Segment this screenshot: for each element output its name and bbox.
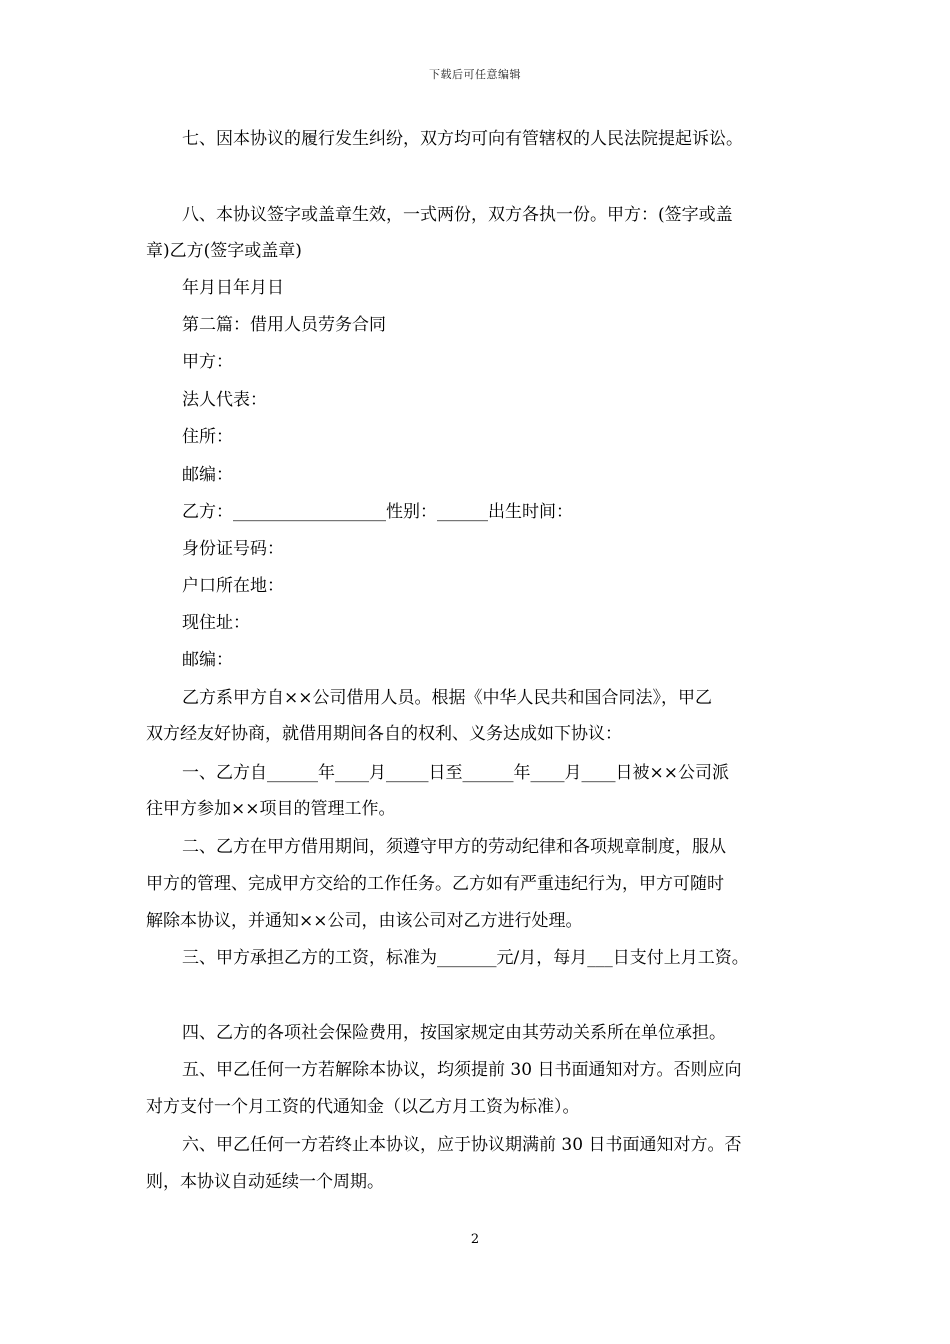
paragraph-line: 七、因本协议的履行发生纠纷，双方均可向有管辖权的人民法院提起诉讼。 — [182, 129, 743, 149]
paragraph-line: 八、本协议签字或盖章生效，一式两份，双方各执一份。甲方：(签字或盖 — [182, 205, 733, 225]
paragraph-line: 六、甲乙任何一方若终止本协议，应于协议期满前 30 日书面通知对方。否 — [182, 1135, 742, 1155]
paragraph-line: 三、甲方承担乙方的工资，标准为_______元/月，每月___日支付上月工资。 — [182, 948, 749, 968]
paragraph-line: 一、乙方自______年____月_____日至______年____月____日被××公司派 — [182, 763, 729, 783]
form-field-label: 法人代表： — [182, 390, 267, 410]
paragraph-line: 甲方的管理、完成甲方交给的工作任务。乙方如有严重违纪行为，甲方可随时 — [146, 874, 724, 894]
form-field-label: 邮编： — [182, 465, 233, 485]
paragraph-line: 对方支付一个月工资的代通知金（以乙方月工资为标准）。 — [146, 1097, 580, 1117]
paragraph-line: 五、甲乙任何一方若解除本协议，均须提前 30 日书面通知对方。否则应向 — [182, 1060, 742, 1080]
paragraph-line: 章)乙方(签字或盖章) — [146, 241, 302, 261]
form-field-label: 身份证号码： — [182, 539, 284, 559]
paragraph-line: 则，本协议自动延续一个周期。 — [146, 1172, 384, 1192]
section-title: 第二篇：借用人员劳务合同 — [182, 315, 386, 335]
page-header: 下载后可任意编辑 — [429, 68, 521, 81]
paragraph-line: 双方经友好协商，就借用期间各自的权利、义务达成如下协议： — [146, 724, 622, 744]
paragraph-line: 四、乙方的各项社会保险费用，按国家规定由其劳动关系所在单位承担。 — [182, 1023, 726, 1043]
form-field-label: 乙方：__________________性别：______出生时间： — [182, 502, 573, 522]
form-field-label: 现住址： — [182, 613, 250, 633]
paragraph-line: 乙方系甲方自××公司借用人员。根据《中华人民共和国合同法》，甲乙 — [182, 688, 712, 708]
form-field-label: 户口所在地： — [182, 576, 284, 596]
form-field-label: 邮编： — [182, 650, 233, 670]
form-field-label: 甲方： — [182, 352, 233, 372]
paragraph-line: 往甲方参加××项目的管理工作。 — [146, 799, 396, 819]
paragraph-line: 年月日年月日 — [182, 278, 284, 298]
paragraph-line: 解除本协议，并通知××公司，由该公司对乙方进行处理。 — [146, 911, 583, 931]
form-field-label: 住所： — [182, 427, 233, 447]
paragraph-line: 二、乙方在甲方借用期间，须遵守甲方的劳动纪律和各项规章制度，服从 — [182, 837, 726, 857]
page-number: 2 — [470, 1232, 480, 1247]
